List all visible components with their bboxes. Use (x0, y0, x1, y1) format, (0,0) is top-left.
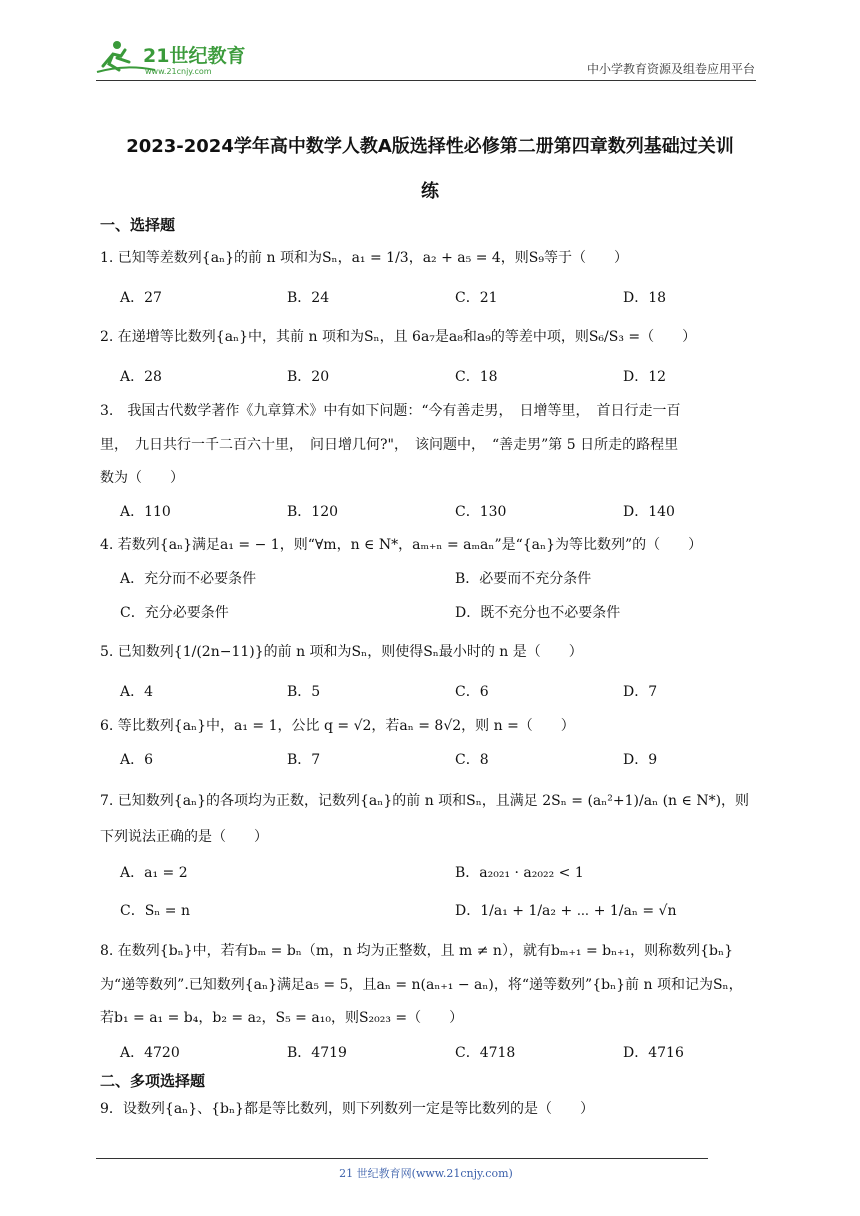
q8-option-a: A．4720 (120, 1045, 180, 1061)
q2-option-d: D．12 (623, 369, 667, 385)
question-8-line3: 若b₁ = a₁ = b₄，b₂ = a₂，S₅ = a₁₀，则S₂₀₂₃ =（ ） (100, 1010, 464, 1026)
q8-option-c: C．4718 (455, 1045, 516, 1061)
page-title-line1: 2023-2024学年高中数学人教A版选择性必修第二册第四章数列基础过关训 (126, 136, 734, 157)
q5-option-c: C．6 (455, 684, 489, 700)
question-7-line1: 7. 已知数列{aₙ}的各项均为正数，记数列{aₙ}的前 n 项和Sₙ，且满足 2Sₙ = (aₙ²+1)/aₙ (n ∈ N*)，则 (100, 793, 750, 809)
q6-option-b: B．7 (287, 752, 321, 768)
question-8-line2: 为“递等数列”.已知数列{aₙ}满足a₅ = 5，且aₙ = n(aₙ₊₁ − aₙ)，将“递等数列”{bₙ}前 n 项和记为Sₙ， (100, 977, 743, 993)
q3-option-b: B．120 (287, 504, 339, 520)
question-2: 2. 在递增等比数列{aₙ}中，其前 n 项和为Sₙ，且 6a₇是a₈和a₉的等差中项，则S₆/S₃ =（ ） (100, 329, 697, 345)
q6-option-c: C．8 (455, 752, 489, 768)
q4-option-b: B．必要而不充分条件 (455, 571, 592, 587)
question-3-line3: 数为（ ） (100, 470, 184, 486)
q5-option-b: B．5 (287, 684, 321, 700)
question-6: 6. 等比数列{aₙ}中，a₁ = 1，公比 q = √2，若aₙ = 8√2，则 n =（ ） (100, 718, 575, 734)
q3-option-a: A．110 (120, 504, 171, 520)
question-9: 9．设数列{aₙ}、{bₙ}都是等比数列，则下列数列一定是等比数列的是（ ） (100, 1101, 594, 1117)
q6-option-d: D．9 (623, 752, 658, 768)
q1-option-c: C．21 (455, 290, 498, 306)
q6-option-a: A．6 (120, 752, 154, 768)
q8-option-b: B．4719 (287, 1045, 347, 1061)
q1-option-a: A．27 (120, 290, 162, 306)
question-8-line1: 8. 在数列{bₙ}中，若有bₘ = bₙ（m，n 均为正整数，且 m ≠ n），就有bₘ₊₁ = bₙ₊₁，则称数列{bₙ} (100, 943, 733, 959)
footer-divider (96, 1158, 708, 1159)
question-4: 4. 若数列{aₙ}满足a₁ = − 1，则“∀m，n ∈ N*，aₘ₊ₙ = aₘaₙ”是“{aₙ}为等比数列”的（ ） (100, 537, 703, 553)
brand-logo (95, 36, 260, 80)
question-1: 1. 已知等差数列{aₙ}的前 n 项和为Sₙ，a₁ = 1/3，a₂ + a₅ = 4，则S₉等于（ ） (100, 250, 628, 266)
question-5: 5. 已知数列{1/(2n−11)}的前 n 项和为Sₙ，则使得Sₙ最小时的 n 是（ ） (100, 644, 583, 660)
q5-option-d: D．7 (623, 684, 658, 700)
section-heading-multi: 二、多项选择题 (100, 1072, 206, 1090)
question-3-line1: 3. 我国古代数学著作《九章算术》中有如下问题：“今有善走男， 日增等里， 首日行走一百 (100, 403, 681, 419)
brand-url: www.21cnjy.com (145, 67, 212, 76)
page-title-line2: 练 (421, 181, 439, 202)
footer-link[interactable]: 21 世纪教育网(www.21cnjy.com) (339, 1167, 513, 1180)
q7-option-b: B．a₂₀₂₁ · a₂₀₂₂ < 1 (455, 865, 584, 881)
q7-option-d: D．1/a₁ + 1/a₂ + ⋯ + 1/aₙ = √n (455, 903, 677, 919)
q3-option-d: D．140 (623, 504, 675, 520)
platform-name: 中小学教育资源及组卷应用平台 (586, 62, 755, 76)
q2-option-a: A．28 (120, 369, 162, 385)
question-3-line2: 里， 九日共行一千二百六十里， 问日增几何?"， 该问题中， “善走男”第 5 日所走的路程里 (100, 437, 679, 453)
q4-option-a: A．充分而不必要条件 (120, 571, 257, 587)
q3-option-c: C．130 (455, 504, 507, 520)
q4-option-d: D．既不充分也不必要条件 (455, 605, 621, 621)
q4-option-c: C．充分必要条件 (120, 605, 229, 621)
q1-option-d: D．18 (623, 290, 667, 306)
q7-option-c: C．Sₙ = n (120, 903, 191, 919)
q7-option-a: A．a₁ = 2 (120, 865, 188, 881)
q2-option-c: C．18 (455, 369, 498, 385)
question-7-line2: 下列说法正确的是（ ） (100, 829, 268, 845)
q8-option-d: D．4716 (623, 1045, 684, 1061)
q1-option-b: B．24 (287, 290, 330, 306)
q5-option-a: A．4 (120, 684, 154, 700)
section-heading-choice: 一、选择题 (100, 216, 176, 234)
brand-name: 21世纪教育 (143, 45, 246, 67)
q2-option-b: B．20 (287, 369, 330, 385)
header-divider (96, 80, 756, 81)
